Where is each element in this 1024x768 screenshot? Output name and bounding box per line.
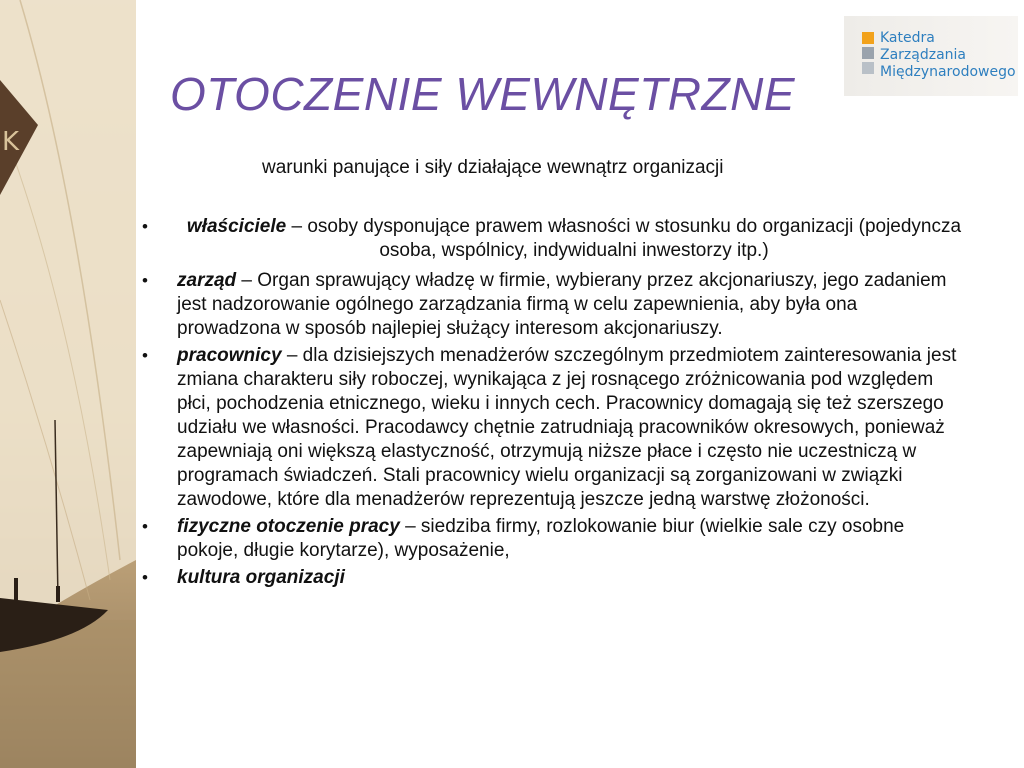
bullet-term: zarząd: [177, 270, 237, 291]
logo-line-1: Katedra: [880, 30, 935, 46]
svg-text:K: K: [2, 127, 20, 157]
bullet-term: fizyczne otoczenie pracy: [177, 516, 400, 537]
slide-subtitle: warunki panujące i siły działające wewnątrz organizacji: [262, 157, 724, 178]
list-item: [140, 269, 964, 341]
list-item: [140, 515, 964, 563]
bullet-text: – siedziba firmy, rozlokowanie biur (wielkie sale czy osobne pokoje, długie korytarze), wyposażenie,: [177, 516, 905, 561]
list-item: [140, 344, 964, 512]
logo-line-2: Zarządzania: [880, 47, 967, 63]
bullet-term: pracownicy: [177, 345, 282, 366]
logo-line-3: Międzynarodowego: [880, 64, 1016, 80]
slide-title: OTOCZENIE WEWNĘTRZNE: [170, 68, 796, 120]
department-logo: [844, 16, 1018, 96]
bullet-text: – Organ sprawujący władzę w firmie, wybierany przez akcjonariuszy, jego zadaniem jest nadzorowanie ogólnego zarządzania firmą w celu zapewnienia, aby była ona prowadzona w sposób najlepiej służący interesom akcjonariuszy.: [177, 270, 947, 339]
bullet-term: właściciele: [186, 216, 287, 237]
list-item: [140, 215, 964, 263]
bullet-text: – dla dzisiejszych menadżerów szczególnym przedmiotem zainteresowania jest zmiana charakteru siły roboczej, wynikająca z jej rosnącego zróżnicowania pod względem płci, pochodzenia etnicznego, wieku i innych cech. Pracownicy domagają się też szerszego udziału we własności. Pracodawcy chętnie zatrudniają pracowników okresowych, ponieważ zapewniają oni większą elastyczność, otrzymują niższe płace i często nie uczestniczą w programach świadczeń. Stali pracownicy wielu organizacji są zorganizowani w związki zawodowe, które dla menadżerów reprezentują jeszcze jedną warstwę złożoności.: [177, 345, 957, 510]
logo-text: [880, 30, 1016, 81]
sailboat-photo: [0, 0, 136, 768]
bullet-list: [140, 215, 964, 593]
bullet-text: – osoby dysponujące prawem własności w stosunku do organizacji (pojedyncza osoba, wspólnicy, indywidualni inwestorzy itp.): [286, 216, 962, 261]
bullet-term: kultura organizacji: [177, 567, 345, 588]
list-item: [140, 566, 964, 590]
